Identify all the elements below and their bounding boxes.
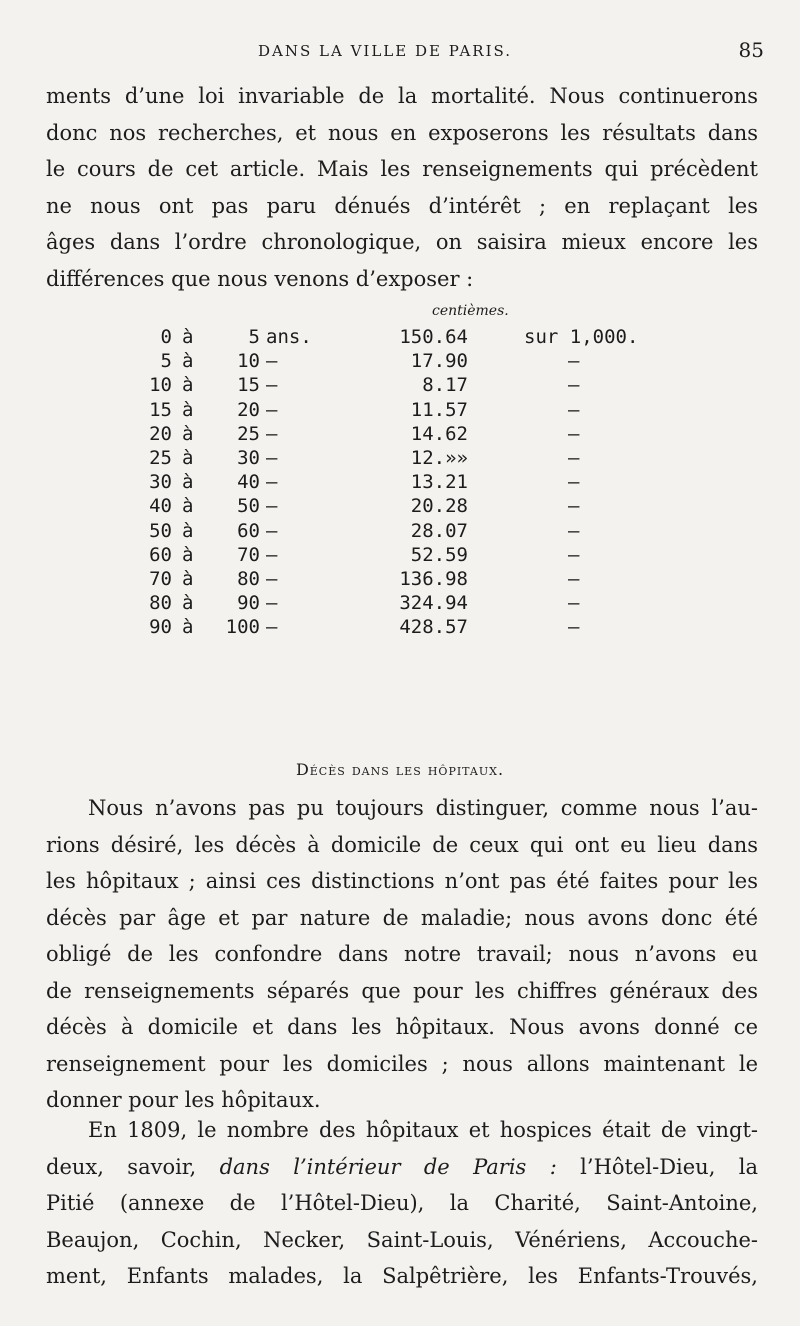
ratio-cell: — [568,592,580,615]
age-unit-cell: — [266,447,278,469]
text-run: l’Hôtel-Dieu, la [556,1154,758,1179]
ratio-cell: — [568,543,580,566]
text-line: renseignement pour les domiciles ; nous allons maintenant le [46,1051,758,1076]
mortality-value-cell: 12.»» [410,447,468,469]
text-run: deux, savoir, [46,1154,220,1179]
text-line: donner pour les hôpitaux. [46,1088,321,1112]
age-unit-cell: — [266,519,278,542]
age-unit-cell: ans. [266,326,312,348]
age-separator-cell: à [182,495,194,518]
age-separator-cell: à [182,568,194,590]
age-separator-cell: à [182,592,194,615]
age-from-cell: 5 [160,350,172,373]
text-line: de renseignements séparés que pour les chiffres généraux des [46,978,758,1003]
age-separator-cell: à [182,616,194,639]
mortality-value-cell: 136.98 [399,568,468,590]
text-line: En 1809, le nombre des hôpitaux et hospices était de vingt- [88,1118,758,1142]
running-title: DANS LA VILLE DE PARIS. [258,42,513,60]
text-line: le cours de cet article. Mais les renseignements qui précèdent [46,157,758,181]
age-to-cell: 50 [237,495,260,518]
age-from-cell: 10 [149,374,172,397]
age-to-cell: 100 [225,616,260,639]
text-line: ne nous ont pas paru dénués d’intérêt ; en replaçant les [46,193,758,218]
section-heading-initial: D [295,760,310,779]
text-line: Pitié (annexe de l’Hôtel-Dieu), la Charité, Saint-Antoine, [46,1191,758,1215]
age-to-cell: 10 [237,350,260,373]
section-heading [0,760,800,779]
age-from-cell: 70 [149,568,172,590]
mortality-value-cell: 324.94 [399,592,468,615]
text-line: rions désiré, les décès à domicile de ceux qui ont eu lieu dans [46,832,758,857]
age-separator-cell: à [182,398,194,421]
running-head [0,38,800,68]
section-heading-rest: écès dans les hôpitaux. [309,760,505,779]
age-unit-cell: — [266,350,278,373]
table-unit-label: centièmes. [432,303,509,319]
ratio-cell: — [568,616,580,639]
text-line [46,1149,758,1186]
table-row [0,423,800,449]
text-line: Beaujon, Cochin, Necker, Saint-Louis, Vénériens, Accouche- [46,1227,758,1252]
age-unit-cell: — [266,568,278,590]
table-row [0,447,800,473]
hospitals-list-paragraph [46,1112,758,1295]
mortality-value-cell: 428.57 [399,616,468,639]
table-row [0,616,800,642]
intro-paragraph [46,78,758,297]
text-line: ments d’une loi invariable de la mortalité. Nous continuerons [46,84,758,108]
age-to-cell: 25 [237,422,260,445]
age-unit-cell: — [266,398,278,421]
age-separator-cell: à [182,471,194,494]
age-unit-cell: — [266,422,278,445]
age-from-cell: 25 [149,447,172,469]
age-unit-cell: — [266,495,278,518]
table-row [0,350,800,376]
text-line: Nous n’avons pas pu toujours distinguer, comme nous l’au- [88,796,758,820]
mortality-value-cell: 14.62 [410,422,468,445]
ratio-cell: sur 1,000. [524,326,639,348]
age-to-cell: 70 [237,543,260,566]
text-line: donc nos recherches, et nous en exposerons les résultats dans [46,120,758,145]
age-from-cell: 30 [149,471,172,494]
ratio-cell: — [568,398,580,421]
age-to-cell: 20 [237,398,260,421]
text-line: âges dans l’ordre chronologique, on saisira mieux encore les [46,230,758,254]
age-from-cell: 80 [149,592,172,615]
ratio-cell: — [568,471,580,494]
age-from-cell: 0 [160,326,172,348]
age-separator-cell: à [182,326,194,348]
age-to-cell: 60 [237,519,260,542]
ratio-cell: — [568,519,580,542]
age-from-cell: 20 [149,422,172,445]
age-to-cell: 90 [237,592,260,615]
table-row [0,374,800,400]
age-to-cell: 30 [237,447,260,469]
age-from-cell: 90 [149,616,172,639]
text-line: décès à domicile et dans les hôpitaux. Nous avons donné ce [46,1015,758,1039]
text-line: décès par âge et par nature de maladie; nous avons donc été [46,905,758,930]
page-number: 85 [738,38,764,62]
ratio-cell: — [568,422,580,445]
mortality-value-cell: 52.59 [410,543,468,566]
age-unit-cell: — [266,543,278,566]
age-separator-cell: à [182,422,194,445]
age-separator-cell: à [182,543,194,566]
age-unit-cell: — [266,374,278,397]
ratio-cell: — [568,350,580,373]
mortality-value-cell: 13.21 [410,471,468,494]
table-row [0,399,800,425]
age-from-cell: 15 [149,398,172,421]
mortality-value-cell: 28.07 [410,519,468,542]
table-row [0,471,800,497]
age-unit-cell: — [266,616,278,639]
hospitals-paragraph [46,790,758,1119]
mortality-value-cell: 8.17 [422,374,468,397]
age-unit-cell: — [266,471,278,494]
ratio-cell: — [568,568,580,590]
table-row [0,495,800,521]
table-row [0,520,800,546]
table-row [0,592,800,618]
mortality-value-cell: 11.57 [410,398,468,421]
age-to-cell: 40 [237,471,260,494]
table-row [0,568,800,594]
age-separator-cell: à [182,447,194,469]
text-line: obligé de les confondre dans notre travail; nous n’avons eu [46,942,758,966]
mortality-value-cell: 17.90 [410,350,468,373]
table-row [0,326,800,352]
age-to-cell: 5 [248,326,260,348]
ratio-cell: — [568,447,580,469]
age-separator-cell: à [182,519,194,542]
mortality-value-cell: 20.28 [410,495,468,518]
ratio-cell: — [568,495,580,518]
age-separator-cell: à [182,374,194,397]
age-from-cell: 50 [149,519,172,542]
ratio-cell: — [568,374,580,397]
age-to-cell: 80 [237,568,260,590]
age-from-cell: 40 [149,495,172,518]
age-separator-cell: à [182,350,194,373]
text-line: les hôpitaux ; ainsi ces distinctions n’ont pas été faites pour les [46,869,758,893]
text-line: différences que nous venons d’exposer : [46,266,474,291]
italic-text-run: dans l’intérieur de Paris : [219,1154,557,1179]
table-row [0,544,800,570]
age-to-cell: 15 [237,374,260,397]
text-line: ment, Enfants malades, la Salpêtrière, les Enfants-Trouvés, [46,1264,758,1288]
age-from-cell: 60 [149,543,172,566]
age-unit-cell: — [266,592,278,615]
mortality-value-cell: 150.64 [399,326,468,348]
